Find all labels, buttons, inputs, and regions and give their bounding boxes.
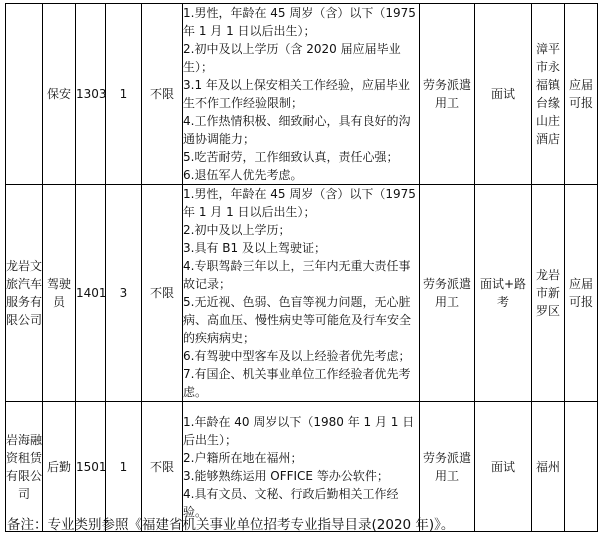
requirement-item: 1.男性，年龄在 45 周岁（含）以下（1975年 1 月 1 日以后出生）； bbox=[183, 6, 416, 38]
location-cell: 龙岩市新罗区 bbox=[532, 185, 565, 402]
major-cell: 不限 bbox=[142, 4, 183, 185]
requirement-item: 3.能够熟练运用 OFFICE 等办公软件； bbox=[183, 468, 389, 483]
requirement-item: 3.具有 B1 及以上驾驶证； bbox=[183, 241, 326, 255]
code-cell: 1501 bbox=[76, 402, 106, 532]
requirement-item: 7.有国企、机关事业单位工作经验者优先考虑。 bbox=[183, 367, 411, 399]
count-cell: 3 bbox=[106, 185, 142, 402]
employment-cell: 劳务派遣用工 bbox=[420, 4, 475, 185]
company-cell: 龙岩文旅汽车服务有限公司 bbox=[6, 185, 43, 402]
requirement-item: 6.有驾驶中型客车及以上经验者优先考虑； bbox=[183, 349, 411, 363]
requirement-item: 6.退伍军人优先考虑。 bbox=[183, 168, 303, 182]
exam-cell: 面试 bbox=[475, 4, 532, 185]
graduates-cell: 应届可报 bbox=[565, 4, 598, 185]
requirement-item: 3.1 年及以上保安相关工作经验，应届毕业生不作工作经验限制； bbox=[183, 78, 410, 110]
recruitment-table bbox=[5, 3, 598, 532]
major-cell: 不限 bbox=[142, 402, 183, 532]
graduates-cell: 应届可报 bbox=[565, 185, 598, 402]
requirement-item: 2.户籍所在地在福州； bbox=[183, 450, 303, 465]
employment-cell: 劳务派遣用工 bbox=[420, 185, 475, 402]
table-row bbox=[6, 402, 598, 532]
company-cell bbox=[6, 4, 43, 185]
location-cell: 福州 bbox=[532, 402, 565, 532]
requirements-cell bbox=[183, 4, 420, 185]
requirement-item: 4.具有文员、文秘、行政后勤相关工作经验。 bbox=[183, 486, 399, 519]
location-cell: 漳平市永福镇台缘山庄酒店 bbox=[532, 4, 565, 185]
requirement-item: 5.无近视、色弱、色盲等视力问题，无心脏病、高血压、慢性病史等可能危及行车安全的疾病病史； bbox=[183, 295, 412, 345]
requirement-item: 2.初中及以上学历； bbox=[183, 223, 291, 237]
count-cell: 1 bbox=[106, 402, 142, 532]
position-cell: 保安 bbox=[43, 4, 76, 185]
requirement-item: 5.吃苦耐劳，工作细致认真，责任心强； bbox=[183, 150, 399, 164]
position-cell: 后勤 bbox=[43, 402, 76, 532]
table-row bbox=[6, 4, 598, 185]
requirement-item: 1.年龄在 40 周岁以下（1980 年 1 月 1 日后出生）； bbox=[183, 414, 415, 447]
company-cell: 岩海融资租赁有限公司 bbox=[6, 402, 43, 532]
table-row bbox=[6, 185, 598, 402]
requirement-item: 4.工作热情积极、细致耐心，具有良好的沟通协调能力； bbox=[183, 114, 411, 146]
exam-cell: 面试 bbox=[475, 402, 532, 532]
requirement-item: 4.专职驾龄三年以上，三年内无重大责任事故记录； bbox=[183, 259, 411, 291]
code-cell: 1303 bbox=[76, 4, 106, 185]
requirements-cell bbox=[183, 402, 420, 532]
requirement-item: 2.初中及以上学历（含 2020 届应届毕业生）； bbox=[183, 42, 401, 74]
employment-cell: 劳务派遣用工 bbox=[420, 402, 475, 532]
major-cell: 不限 bbox=[142, 185, 183, 402]
code-cell: 1401 bbox=[76, 185, 106, 402]
count-cell: 1 bbox=[106, 4, 142, 185]
requirement-item: 1.男性，年龄在 45 周岁（含）以下（1975年 1 月 1 日以后出生）； bbox=[183, 187, 416, 219]
exam-cell: 面试+路考 bbox=[475, 185, 532, 402]
position-cell: 驾驶员 bbox=[43, 185, 76, 402]
graduates-cell bbox=[565, 402, 598, 532]
requirements-cell bbox=[183, 185, 420, 402]
footnote: 备注：专业类别参照《福建省机关事业单位招考专业指导目录(2020 年)》。 bbox=[7, 517, 455, 533]
